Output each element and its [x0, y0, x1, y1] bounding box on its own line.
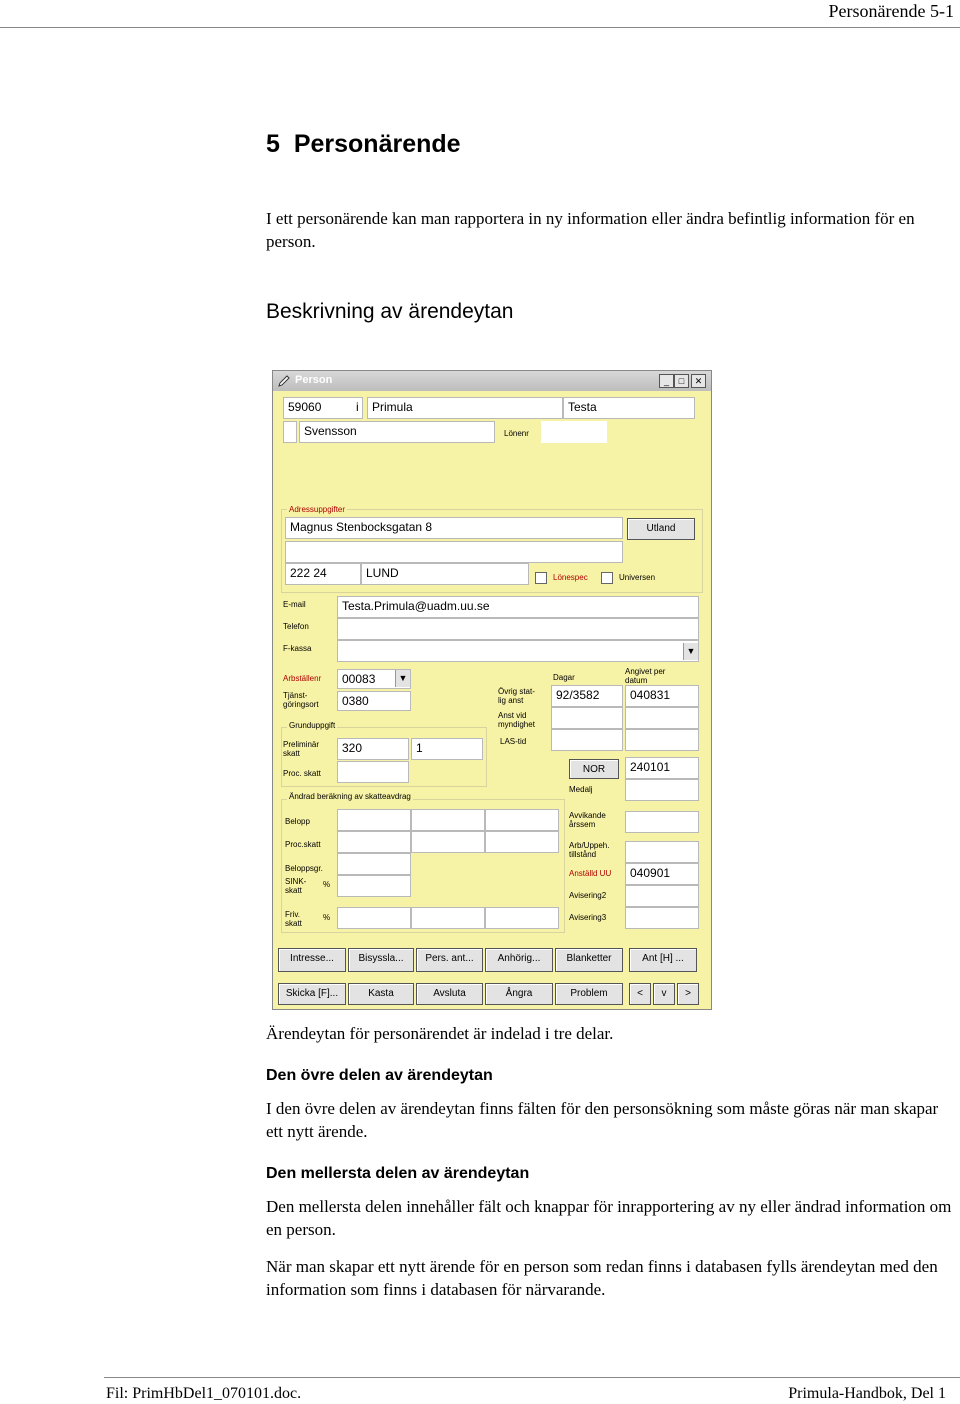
zip-field[interactable]: 222 24	[285, 563, 361, 585]
avisering2-field[interactable]	[625, 885, 699, 907]
bisyssla-button[interactable]: Bisyssla...	[348, 948, 414, 972]
lonenr-field[interactable]	[541, 421, 607, 443]
telefon-label: Telefon	[283, 622, 309, 631]
telefon-field[interactable]	[337, 618, 699, 640]
skicka-button[interactable]: Skicka [F]...	[278, 983, 346, 1005]
ovrig-dagar-field[interactable]: 92/3582	[551, 685, 623, 707]
middle-text-2: När man skapar ett nytt ärende för en person som redan finns i databasen fylls ärendeytan med den information som finns i databasen för närvarande.	[266, 1257, 938, 1299]
minimize-icon[interactable]: _	[659, 374, 674, 388]
chapter-title: Personärende	[293, 130, 461, 158]
fkassa-label: F-kassa	[283, 644, 312, 653]
pers-ant-button[interactable]: Pers. ant...	[416, 948, 483, 972]
belopp-2-field[interactable]	[411, 809, 485, 831]
header-rule	[0, 27, 960, 28]
friv-1-field[interactable]	[337, 907, 411, 929]
kasta-button[interactable]: Kasta	[348, 983, 414, 1005]
surname-field[interactable]: Svensson	[299, 421, 495, 443]
preliminar-a-field[interactable]: 320	[337, 738, 409, 760]
nor-button[interactable]: NOR	[569, 759, 619, 779]
preliminar-label: Preliminär skatt	[283, 740, 320, 758]
anst-dagar-field[interactable]	[551, 707, 623, 729]
friv-2-field[interactable]	[411, 907, 485, 929]
ovrig-label: Övrig stat- lig anst	[498, 687, 535, 705]
middle-text-1: Den mellersta delen innehåller fält och knappar för inrapportering av ny eller ändrad information om en person.	[266, 1197, 952, 1239]
procskatt-3-field[interactable]	[485, 831, 559, 853]
avisering3-label: Avisering3	[569, 913, 607, 922]
lonespec-checkbox[interactable]	[535, 572, 547, 584]
window-title: Person	[295, 374, 333, 386]
chapter-number: 5	[266, 130, 280, 158]
upper-text: I den övre delen av ärendeytan finns fälten för den personsökning som måste göras när man skapar ett nytt ärende.	[266, 1099, 939, 1141]
arbtillstand-label: Arb/Uppeh. tillstånd	[569, 841, 610, 859]
pen-icon	[277, 374, 291, 388]
tjanstgoringsort-field[interactable]: 0380	[337, 691, 411, 711]
medalj-field[interactable]	[625, 779, 699, 801]
address-group-label: Adressuppgifter	[289, 505, 346, 514]
anhorig-button[interactable]: Anhörig...	[485, 948, 553, 972]
sink-field[interactable]	[337, 875, 411, 897]
email-label: E-mail	[283, 600, 306, 609]
avsluta-button[interactable]: Avsluta	[416, 983, 483, 1005]
utland-button[interactable]: Utland	[627, 518, 695, 540]
procskatt-field[interactable]	[337, 761, 409, 783]
medalj-label: Medalj	[569, 785, 593, 794]
problem-button[interactable]: Problem	[555, 983, 623, 1005]
avvikande-label: Avvikande årssem	[569, 811, 606, 829]
chevron-down-icon[interactable]: ▼	[395, 670, 410, 687]
belopp-label: Belopp	[285, 817, 310, 826]
angra-button[interactable]: Ångra	[485, 983, 553, 1005]
prefix-field[interactable]	[283, 421, 297, 443]
anst-datum-field[interactable]	[625, 707, 699, 729]
friv-label: Friv. skatt	[285, 910, 302, 928]
figure-caption: Ärendeytan för personärendet är indelad i tre delar.	[266, 1024, 614, 1043]
procskatt-1-field[interactable]	[337, 831, 411, 853]
avisering3-field[interactable]	[625, 907, 699, 929]
section-title: Beskrivning av ärendeytan	[266, 300, 514, 323]
person-id-field[interactable]: 59060 i	[283, 397, 363, 419]
procskatt2-label: Proc.skatt	[285, 840, 321, 849]
arbetsstalle-label: Arbställenr	[283, 674, 322, 683]
chapter-heading	[266, 130, 461, 159]
last-name-field[interactable]: Testa	[563, 397, 695, 419]
avvikande-field[interactable]	[625, 811, 699, 833]
avisering2-label: Avisering2	[569, 891, 607, 900]
person-window	[272, 370, 712, 1010]
grunduppgift-label: Grunduppgift	[289, 721, 336, 730]
sink-percent: %	[323, 880, 331, 889]
chevron-down-icon[interactable]: ▼	[683, 643, 698, 660]
angivet-label: Angivet per datum	[625, 667, 666, 685]
first-name-field[interactable]: Primula	[367, 397, 563, 419]
next-button[interactable]: >	[677, 983, 699, 1005]
middle-heading: Den mellersta delen av ärendeytan	[266, 1165, 530, 1182]
running-header: Personärende 5-1	[828, 1, 954, 21]
sink-label: SINK- skatt	[285, 877, 307, 895]
las-dagar-field[interactable]	[551, 729, 623, 751]
blanketter-button[interactable]: Blanketter	[555, 948, 623, 972]
universen-label: Universen	[619, 573, 656, 582]
email-field[interactable]: Testa.Primula@uadm.uu.se	[337, 596, 699, 618]
lonenr-label: Lönenr	[504, 429, 529, 438]
beloppsgr-field[interactable]	[337, 853, 411, 875]
anstalld-date-field[interactable]: 040901	[625, 863, 699, 885]
close-icon[interactable]: ✕	[691, 374, 706, 388]
city-field[interactable]: LUND	[361, 563, 529, 585]
footer-rule	[104, 1377, 960, 1378]
preliminar-b-field[interactable]: 1	[411, 738, 483, 760]
ovrig-datum-field[interactable]: 040831	[625, 685, 699, 707]
belopp-1-field[interactable]	[337, 809, 411, 831]
prev-button[interactable]: <	[629, 983, 651, 1005]
ant-button[interactable]: Ant [H] ...	[629, 948, 697, 972]
friv-percent: %	[323, 913, 331, 922]
intresse-button[interactable]: Intresse...	[278, 948, 346, 972]
andrad-berakning-label: Ändrad beräkning av skatteavdrag	[289, 792, 411, 801]
las-datum-field[interactable]	[625, 729, 699, 751]
dagar-label: Dagar	[553, 673, 575, 682]
street2-field[interactable]	[285, 541, 623, 563]
nor-date-field[interactable]: 240101	[625, 757, 699, 779]
fkassa-field[interactable]	[337, 640, 699, 662]
upper-heading: Den övre delen av ärendeytan	[266, 1067, 493, 1084]
tjanstgoringsort-label: Tjänst- göringsort	[283, 691, 319, 709]
title-bar	[273, 371, 711, 391]
footer-title: Primula-Handbok, Del 1	[788, 1385, 946, 1402]
anst-label: Anst vid myndighet	[498, 711, 535, 729]
universen-checkbox[interactable]	[601, 572, 613, 584]
arbtillstand-field[interactable]	[625, 841, 699, 863]
belopp-3-field[interactable]	[485, 809, 559, 831]
maximize-icon[interactable]: □	[674, 374, 689, 388]
beloppsgr-label: Beloppsgr.	[285, 864, 323, 873]
friv-3-field[interactable]	[485, 907, 559, 929]
footer-file: Fil: PrimHbDel1_070101.doc.	[106, 1385, 302, 1402]
procskatt-label: Proc. skatt	[283, 769, 321, 778]
procskatt-2-field[interactable]	[411, 831, 485, 853]
anstalld-label: Anställd UU	[569, 869, 612, 878]
arbetsstalle-field[interactable]: 00083	[337, 669, 411, 689]
street-field[interactable]: Magnus Stenbocksgatan 8	[285, 517, 623, 539]
intro-paragraph: I ett personärende kan man rapportera in ny information eller ändra befintlig information för en person.	[266, 209, 915, 251]
las-label: LAS-tid	[500, 737, 527, 746]
lonespec-label: Lönespec	[553, 573, 588, 582]
chevron-down-icon[interactable]: v	[653, 983, 675, 1005]
